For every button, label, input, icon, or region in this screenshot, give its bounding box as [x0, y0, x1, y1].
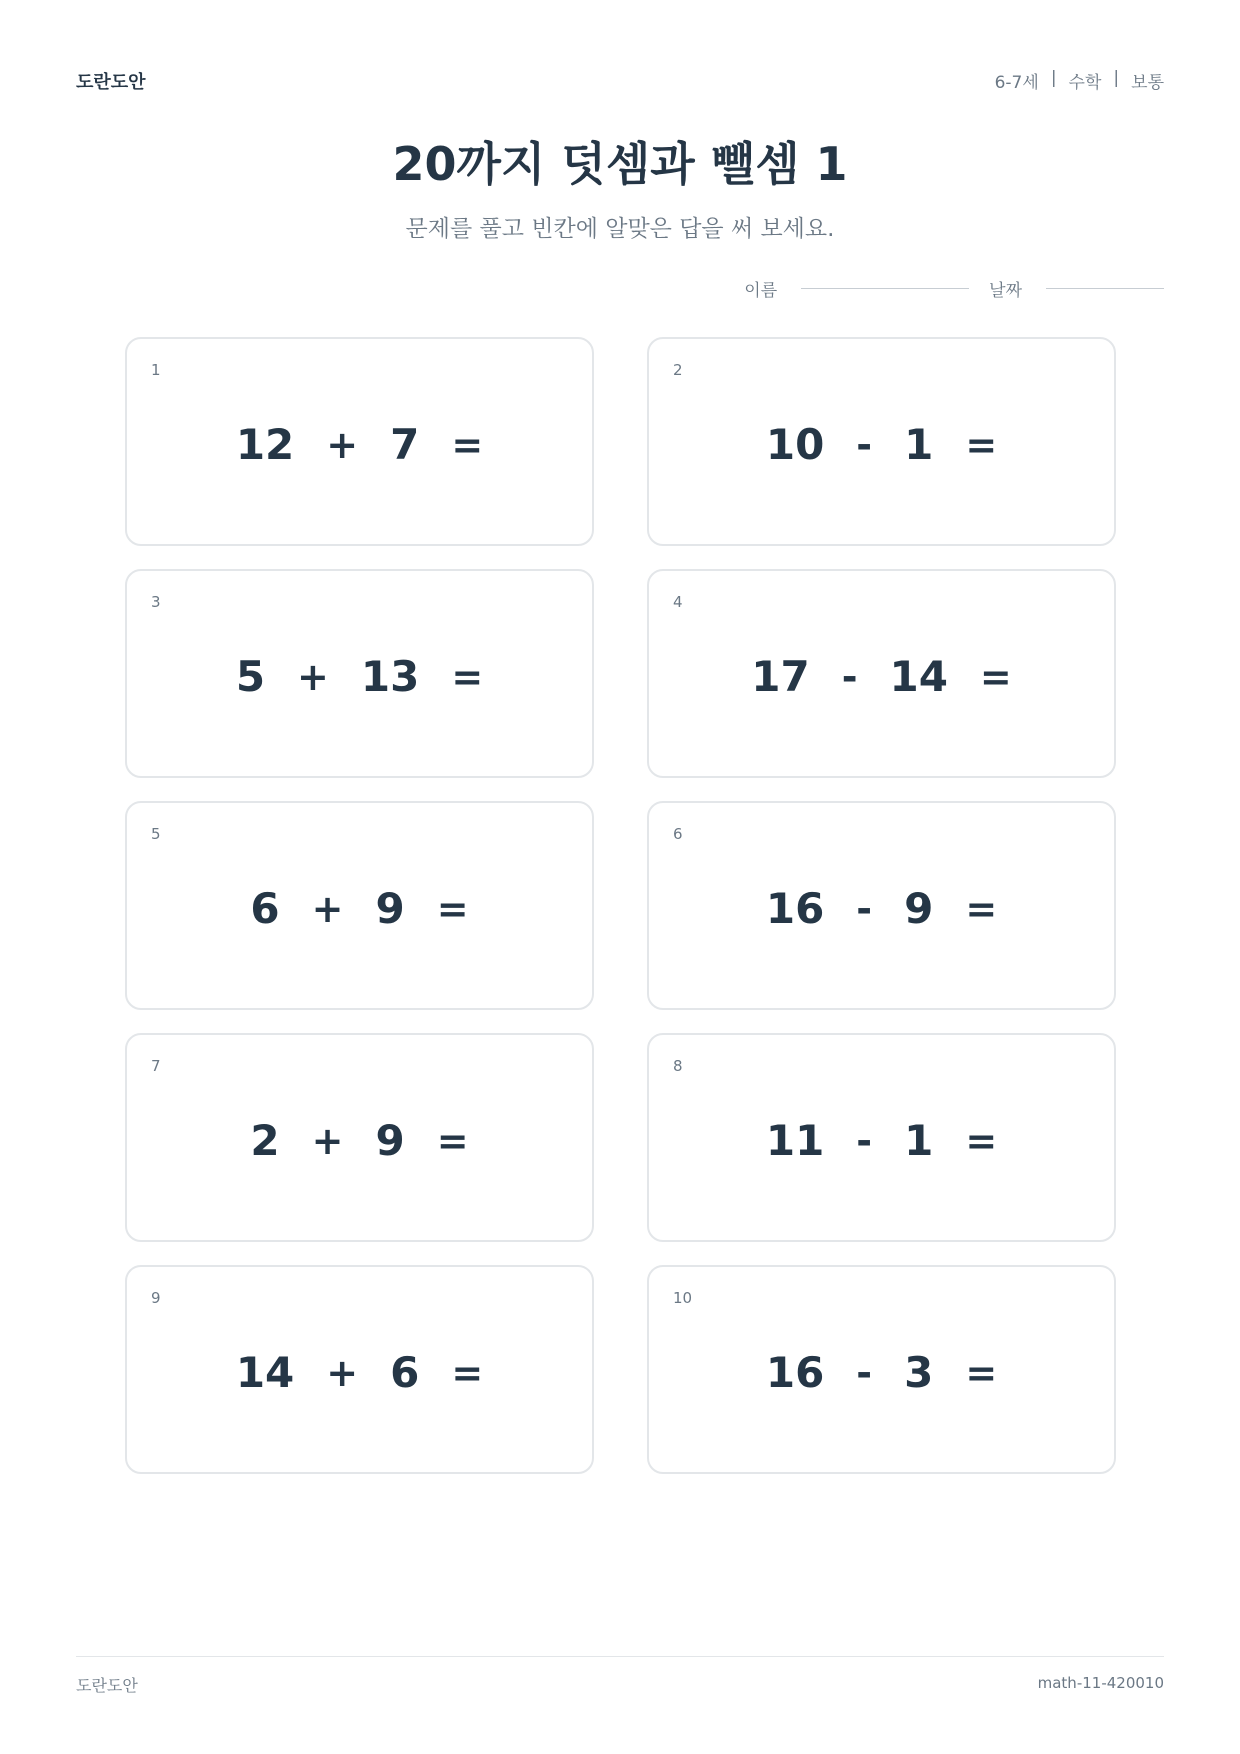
date-label: 날짜 [989, 281, 1022, 301]
operator: - [841, 654, 858, 699]
problem-number: 2 [673, 361, 683, 379]
problem-number: 6 [673, 825, 683, 843]
problem-expression [127, 1035, 592, 1240]
equals-sign: = [965, 886, 998, 931]
operand-b: 3 [904, 1348, 934, 1397]
operator: + [311, 1118, 344, 1163]
operand-a: 16 [765, 884, 825, 933]
instructions: 문제를 풀고 빈칸에 알맞은 답을 써 보세요. [405, 216, 835, 242]
operand-b: 13 [360, 652, 420, 701]
equals-sign: = [451, 654, 484, 699]
name-date-fields [744, 276, 1164, 301]
level-label: 보통 [1131, 73, 1164, 93]
problem-number: 9 [151, 1289, 161, 1307]
operator: + [311, 886, 344, 931]
operator: + [297, 654, 329, 699]
operand-a: 14 [235, 1348, 295, 1397]
equals-sign: = [451, 1350, 484, 1395]
problem-expression [649, 1035, 1114, 1240]
operand-a: 5 [235, 652, 266, 701]
brand-logo-text: 도란도안 [76, 72, 146, 93]
operand-b: 14 [889, 652, 948, 701]
equals-sign: = [965, 1118, 998, 1163]
problem-card[interactable] [647, 1033, 1116, 1242]
problem-grid [125, 337, 1116, 1474]
problem-number: 1 [151, 361, 161, 379]
problem-number: 7 [151, 1057, 161, 1075]
operator: - [856, 1350, 873, 1395]
problem-number: 5 [151, 825, 161, 843]
equals-sign: = [965, 422, 998, 467]
problem-expression [127, 571, 592, 776]
problem-number: 3 [151, 593, 161, 611]
operand-b: 1 [904, 420, 934, 469]
operand-b: 1 [904, 1116, 934, 1165]
operand-a: 10 [765, 420, 825, 469]
operator: - [856, 1118, 873, 1163]
operand-b: 9 [375, 1116, 405, 1165]
operand-a: 11 [765, 1116, 825, 1165]
date-blank-line[interactable] [1046, 288, 1164, 289]
problem-card[interactable] [125, 1265, 594, 1474]
operand-a: 17 [751, 652, 810, 701]
subject-label: 수학 [1068, 73, 1102, 93]
problem-card[interactable] [647, 337, 1116, 546]
age-label: 6-7세 [994, 73, 1039, 93]
operand-b: 9 [375, 884, 405, 933]
operand-a: 2 [250, 1116, 280, 1165]
problem-number: 10 [673, 1289, 693, 1307]
problem-number: 8 [673, 1057, 683, 1075]
footer-worksheet-code: math-11-420010 [1037, 1674, 1164, 1692]
operand-a: 16 [765, 1348, 825, 1397]
problem-card[interactable] [125, 1033, 594, 1242]
problem-card[interactable] [647, 569, 1116, 778]
name-label: 이름 [744, 281, 778, 301]
operator: - [856, 886, 873, 931]
worksheet-meta [995, 68, 1164, 93]
problem-number: 4 [673, 593, 683, 611]
problem-expression [649, 339, 1114, 544]
operator: + [326, 1350, 359, 1395]
operator: - [856, 422, 873, 467]
footer-brand: 도란도안 [76, 1676, 138, 1695]
problem-card[interactable] [125, 569, 594, 778]
meta-separator: | [1050, 68, 1057, 88]
problem-card[interactable] [647, 1265, 1116, 1474]
operand-a: 6 [250, 884, 280, 933]
problem-expression [127, 803, 592, 1008]
name-blank-line[interactable] [801, 288, 969, 289]
problem-card[interactable] [647, 801, 1116, 1010]
problem-expression [649, 803, 1114, 1008]
problem-expression [127, 339, 592, 544]
problem-card[interactable] [125, 337, 594, 546]
operand-b: 6 [390, 1348, 420, 1397]
operand-a: 12 [235, 420, 295, 469]
page-title: 20까지 덧셈과 뺄셈 1 [392, 137, 848, 191]
equals-sign: = [436, 886, 469, 931]
footer-divider [76, 1656, 1164, 1657]
equals-sign: = [436, 1118, 469, 1163]
operator: + [326, 422, 359, 467]
equals-sign: = [979, 654, 1012, 699]
operand-b: 9 [904, 884, 934, 933]
problem-card[interactable] [125, 801, 594, 1010]
equals-sign: = [451, 422, 484, 467]
problem-expression [649, 1267, 1114, 1472]
equals-sign: = [965, 1350, 998, 1395]
problem-expression [127, 1267, 592, 1472]
operand-b: 7 [390, 420, 420, 469]
meta-separator: | [1113, 68, 1120, 88]
problem-expression [649, 571, 1114, 776]
